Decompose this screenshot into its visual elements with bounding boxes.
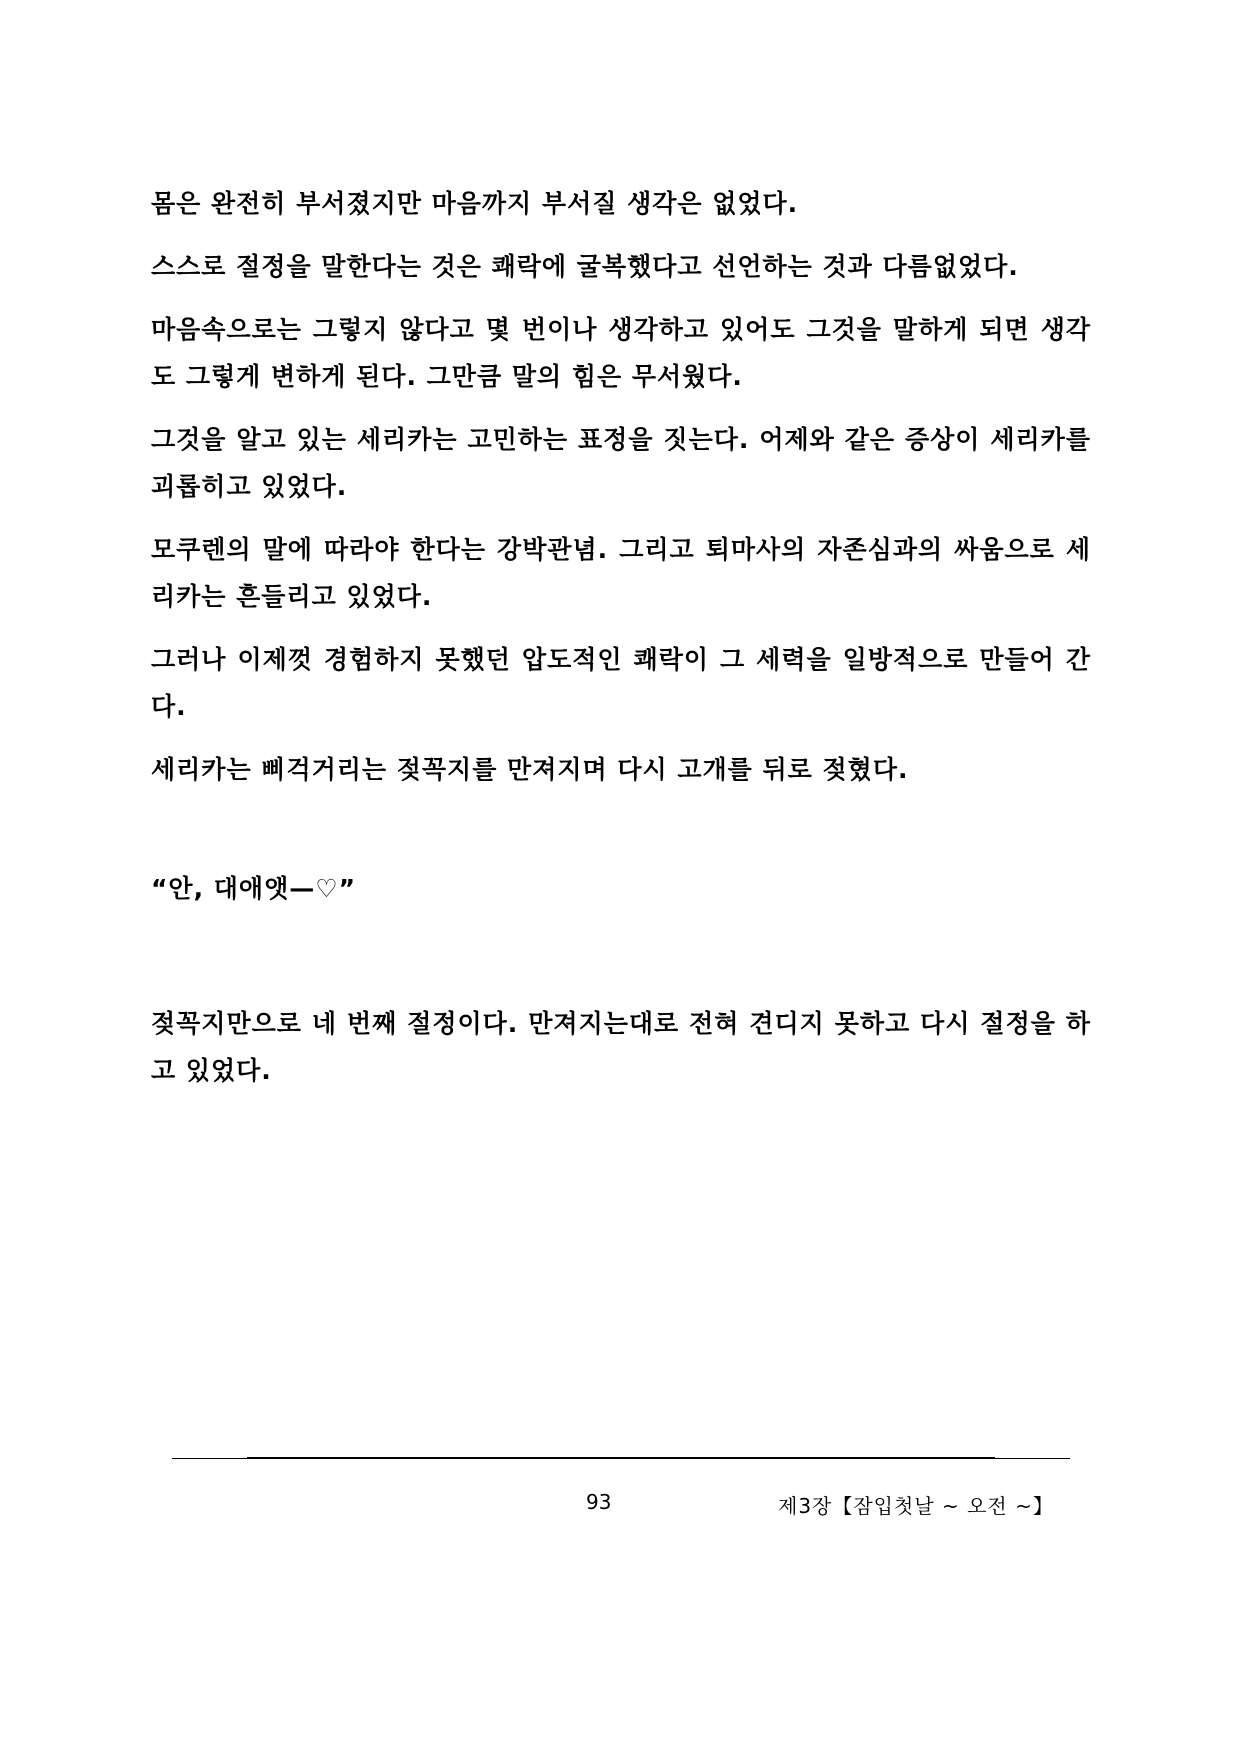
paragraph: 몸은 완전히 부서졌지만 마음까지 부서질 생각은 없었다. <box>151 189 799 218</box>
paragraph: 모쿠렌의 말에 따라야 한다는 강박관념. 그리고 퇴마사의 자존심과의 싸움으로 세리카는 흔들리고 있었다. <box>151 535 1091 611</box>
chapter-title: 제3장【잠입첫날 ~ 오전 ~】 <box>778 1494 1054 1518</box>
footer-rule-emphasis <box>247 1457 995 1459</box>
body-text <box>151 180 1091 1110</box>
paragraph: 그것을 알고 있는 세리카는 고민하는 표정을 짓는다. 어제와 같은 증상이 세리카를 괴롭히고 있었다. <box>151 425 1091 501</box>
paragraph: 젖꼭지만으로 네 번째 절정이다. 만져지는대로 전혀 견디지 못하고 다시 절정을 하고 있었다. <box>151 1009 1091 1085</box>
paragraph: 스스로 절정을 말한다는 것은 쾌락에 굴복했다고 선언하는 것과 다름없었다. <box>151 252 1019 281</box>
dialogue-line: “안, 대애앳—♡” <box>151 874 357 903</box>
paragraph: 그러나 이제껏 경험하지 못했던 압도적인 쾌락이 그 세력을 일방적으로 만들어 간다. <box>151 645 1091 721</box>
paragraph: 마음속으로는 그렇지 않다고 몇 번이나 생각하고 있어도 그것을 말하게 되면 생각도 그렇게 변하게 된다. 그만큼 말의 힘은 무서웠다. <box>151 315 1091 391</box>
page-number: 93 <box>586 1490 612 1514</box>
paragraph: 세리카는 삐걱거리는 젖꼭지를 만져지며 다시 고개를 뒤로 젖혔다. <box>151 755 909 784</box>
